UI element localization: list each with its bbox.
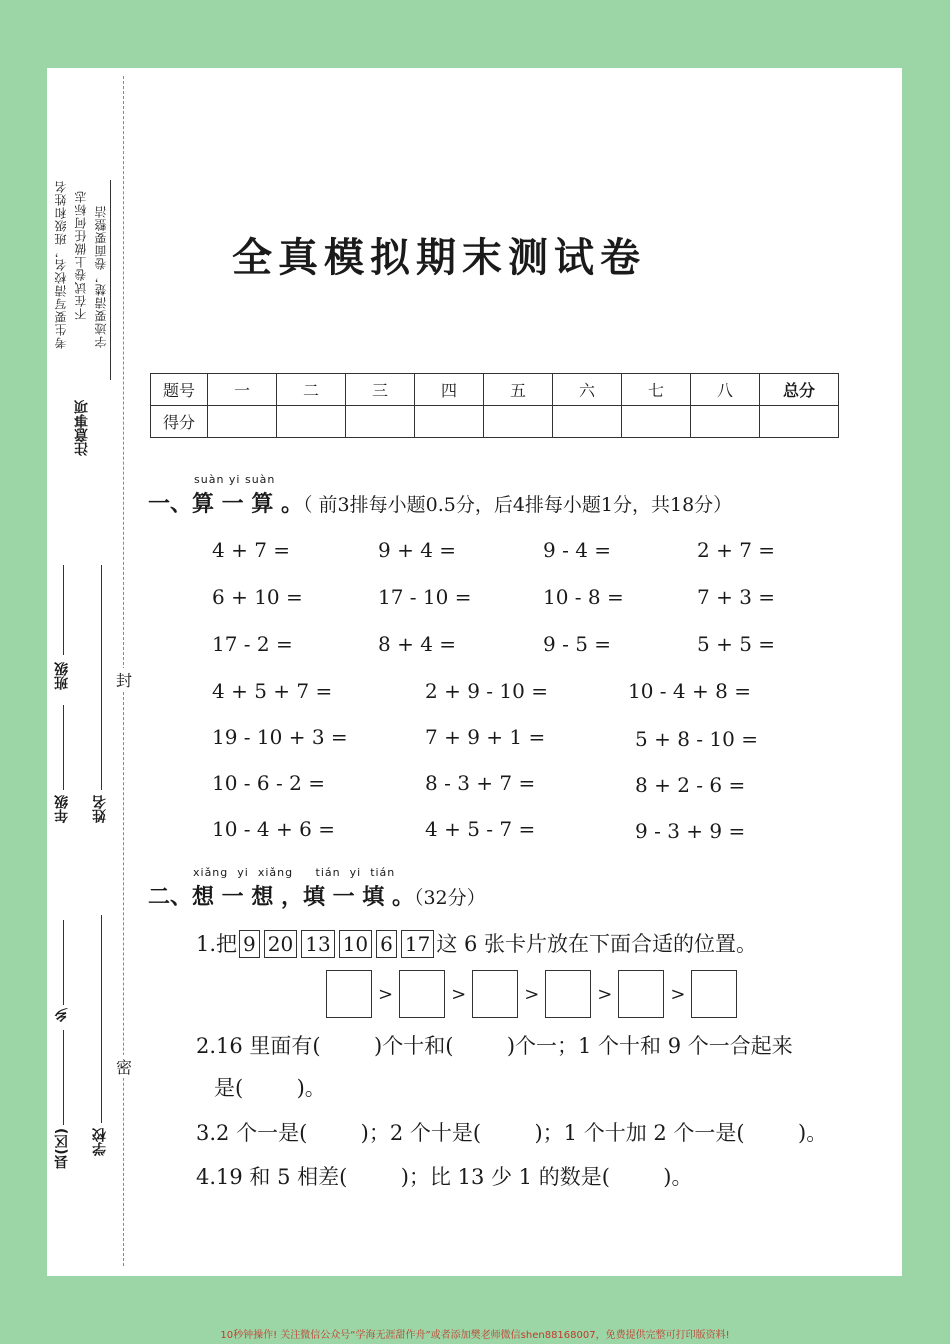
section2-title: 二、想 一 想 ，填 一 填 。: [148, 885, 414, 910]
section2-note: （32分）: [413, 887, 486, 909]
section1-note: （ 前3排每小题0.5分，后4排每小题1分，共18分）: [302, 494, 733, 516]
equation: 4 + 5 + 7 =: [212, 679, 333, 703]
equation: 9 - 3 + 9 =: [635, 819, 746, 843]
equation: 10 - 4 + 6 =: [212, 817, 335, 841]
number-card: 10: [339, 930, 372, 958]
side-note-1: 考生要写清校名，班级和姓名: [54, 180, 68, 349]
score-cell: 八: [691, 374, 760, 406]
xiang-line: [63, 920, 64, 1005]
gt-sign: >: [670, 983, 686, 1005]
equation: 5 + 8 - 10 =: [635, 727, 758, 751]
seal-mi: 密: [116, 1055, 132, 1078]
score-blank[interactable]: [760, 406, 839, 438]
side-note-2: 不在试卷上做任何标志: [74, 190, 88, 320]
equation: 2 + 7 =: [697, 538, 776, 562]
name-line: [101, 565, 102, 790]
answer-slot[interactable]: [326, 970, 372, 1018]
score-cell: 题号: [151, 374, 208, 406]
side-notes-title: 注意事项: [74, 400, 90, 456]
gt-sign: >: [597, 983, 613, 1005]
side-label-grade: 年级: [54, 795, 70, 823]
county-line: [63, 1030, 64, 1125]
side-note-3: 字迹要清楚，卷面要整洁: [94, 205, 108, 348]
number-card: 9: [239, 930, 260, 958]
score-cell: 七: [622, 374, 691, 406]
score-blank[interactable]: [691, 406, 760, 438]
q1-prefix: 1.把: [196, 932, 238, 956]
equation: 10 - 8 =: [543, 585, 624, 609]
promo-footer: 10秒钟操作! 关注微信公众号“学海无涯甜作舟”或者添加樊老师微信shen88168007，免费提供完整可打印版资料!: [220, 1330, 730, 1341]
section2-heading: [148, 880, 486, 911]
score-table-header-row: [151, 374, 839, 406]
class-line: [63, 565, 64, 655]
score-cell: 三: [346, 374, 415, 406]
answer-slot[interactable]: [691, 970, 737, 1018]
score-blank[interactable]: [415, 406, 484, 438]
number-card: 6: [376, 930, 397, 958]
equation: 17 - 2 =: [212, 632, 293, 656]
gt-sign: >: [451, 983, 467, 1005]
score-blank[interactable]: [277, 406, 346, 438]
gt-sign: >: [524, 983, 540, 1005]
equation: 4 + 5 - 7 =: [425, 817, 536, 841]
score-cell: 一: [208, 374, 277, 406]
equation: 19 - 10 + 3 =: [212, 725, 348, 749]
grade-line: [63, 705, 64, 790]
side-note-divider: [110, 180, 111, 380]
number-card: 20: [264, 930, 297, 958]
equation: 4 + 7 =: [212, 538, 291, 562]
score-table-score-row: [151, 406, 839, 438]
equation: 9 + 4 =: [378, 538, 457, 562]
side-label-class: 班级: [54, 662, 70, 690]
equation: 9 - 5 =: [543, 632, 612, 656]
equation: 9 - 4 =: [543, 538, 612, 562]
score-table: [150, 373, 839, 438]
equation: 7 + 3 =: [697, 585, 776, 609]
equation: 8 + 2 - 6 =: [635, 773, 746, 797]
score-blank[interactable]: [208, 406, 277, 438]
equation: 6 + 10 =: [212, 585, 303, 609]
equation: 10 - 4 + 8 =: [628, 679, 751, 703]
side-label-county: 县(区): [54, 1128, 70, 1169]
score-cell: 二: [277, 374, 346, 406]
seal-feng: 封: [116, 668, 132, 691]
number-card: 17: [401, 930, 434, 958]
section1-pinyin: suàn yi suàn: [194, 473, 276, 486]
equation: 10 - 6 - 2 =: [212, 771, 325, 795]
score-blank[interactable]: [622, 406, 691, 438]
equation: 2 + 9 - 10 =: [425, 679, 548, 703]
score-cell: 总分: [760, 374, 839, 406]
section1-heading: [148, 487, 732, 518]
equation: 8 + 4 =: [378, 632, 457, 656]
side-label-school: 学校: [92, 1128, 108, 1156]
score-cell: 六: [553, 374, 622, 406]
section2-pinyin: xiǎng yi xiǎng tián yi tián: [193, 866, 396, 879]
answer-slot[interactable]: [618, 970, 664, 1018]
question-2-line-1: 2.16 里面有( )个十和( )个一；1 个十和 9 个一合起来: [196, 1034, 793, 1058]
gt-sign: >: [378, 983, 394, 1005]
score-blank[interactable]: [484, 406, 553, 438]
score-blank[interactable]: [553, 406, 622, 438]
number-card: 13: [301, 930, 334, 958]
question-2-line-2: 是( )。: [214, 1076, 326, 1100]
section1-title: 一、算 一 算 。: [148, 492, 303, 517]
school-line: [101, 915, 102, 1123]
equation: 8 - 3 + 7 =: [425, 771, 536, 795]
ordering-slots: [326, 970, 737, 1018]
question-4: 4.19 和 5 相差( )；比 13 少 1 的数是( )。: [196, 1165, 693, 1189]
q1-suffix: 这 6 张卡片放在下面合适的位置。: [436, 932, 758, 956]
page-title: 全真模拟期末测试卷: [232, 235, 646, 281]
question-1: [196, 928, 757, 958]
score-cell: 四: [415, 374, 484, 406]
side-label-name: 姓名: [92, 795, 108, 823]
side-label-xiang: 乡: [54, 1008, 70, 1022]
score-label: 得分: [151, 406, 208, 438]
question-3: 3.2 个一是( )；2 个十是( )；1 个十加 2 个一是( )。: [196, 1121, 828, 1145]
equation: 7 + 9 + 1 =: [425, 725, 546, 749]
answer-slot[interactable]: [399, 970, 445, 1018]
answer-slot[interactable]: [545, 970, 591, 1018]
equation: 5 + 5 =: [697, 632, 776, 656]
score-cell: 五: [484, 374, 553, 406]
equation: 17 - 10 =: [378, 585, 472, 609]
score-blank[interactable]: [346, 406, 415, 438]
answer-slot[interactable]: [472, 970, 518, 1018]
